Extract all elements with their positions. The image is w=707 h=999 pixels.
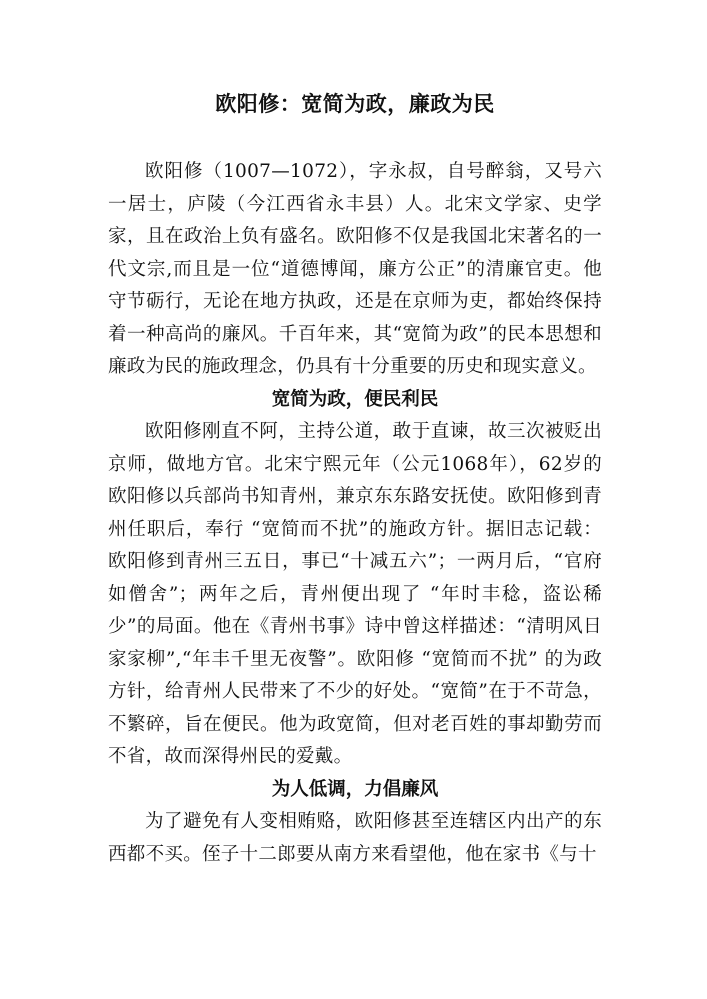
document-title: 欧阳修：宽简为政，廉政为民 [215, 91, 495, 116]
section-heading-1: 宽简为政，便民利民 [271, 388, 439, 410]
section-paragraph-2: 为了避免有人变相贿赂，欧阳修甚至连辖区内出产的东西都不买。侄子十二郎要从南方来看望他，他在家书《与十 [108, 811, 602, 865]
section-paragraph-1: 欧阳修刚直不阿，主持公道，敢于直谏，故三次被贬出京师，做地方官。北宋宁熙元年（公元1068年），62岁的欧阳修以兵部尚书知青州，兼京东东路安抚使。欧阳修到青州任职后，奉行 “宽简而不扰”的施政方针。据旧志记载：欧阳修到青州三五日，事已“十减五六”；一两月后，“官府如僧舍”；两年之后，青州便出现了 “年时丰稔，盗讼稀少”的局面。他在《青州书事》诗中曾这样描述：“清明风日家家柳”,“年丰千里无夜警”。欧阳修 “宽简而不扰” 的为政方针，给青州人民带来了不少的好处。“宽简”在于不苛急，不繁碎，旨在便民。他为政宽简，但对老百姓的事却勤劳而不省，故而深得州民的爱戴。 [108, 421, 602, 767]
intro-paragraph: 欧阳修（1007—1072），字永叔，自号醉翁，又号六一居士，庐陵（今江西省永丰县）人。北宋文学家、史学家，且在政治上负有盛名。欧阳修不仅是我国北宋著名的一代文宗,而且是一位“道德博闻，廉方公正”的清廉官吏。他守节砺行，无论在地方执政，还是在京师为吏，都始终保持着一种高尚的廉风。千百年来，其“宽简为政”的民本思想和廉政为民的施政理念，仍具有十分重要的历史和现实意义。 [108, 161, 602, 377]
section-heading-2: 为人低调，力倡廉风 [271, 778, 439, 800]
